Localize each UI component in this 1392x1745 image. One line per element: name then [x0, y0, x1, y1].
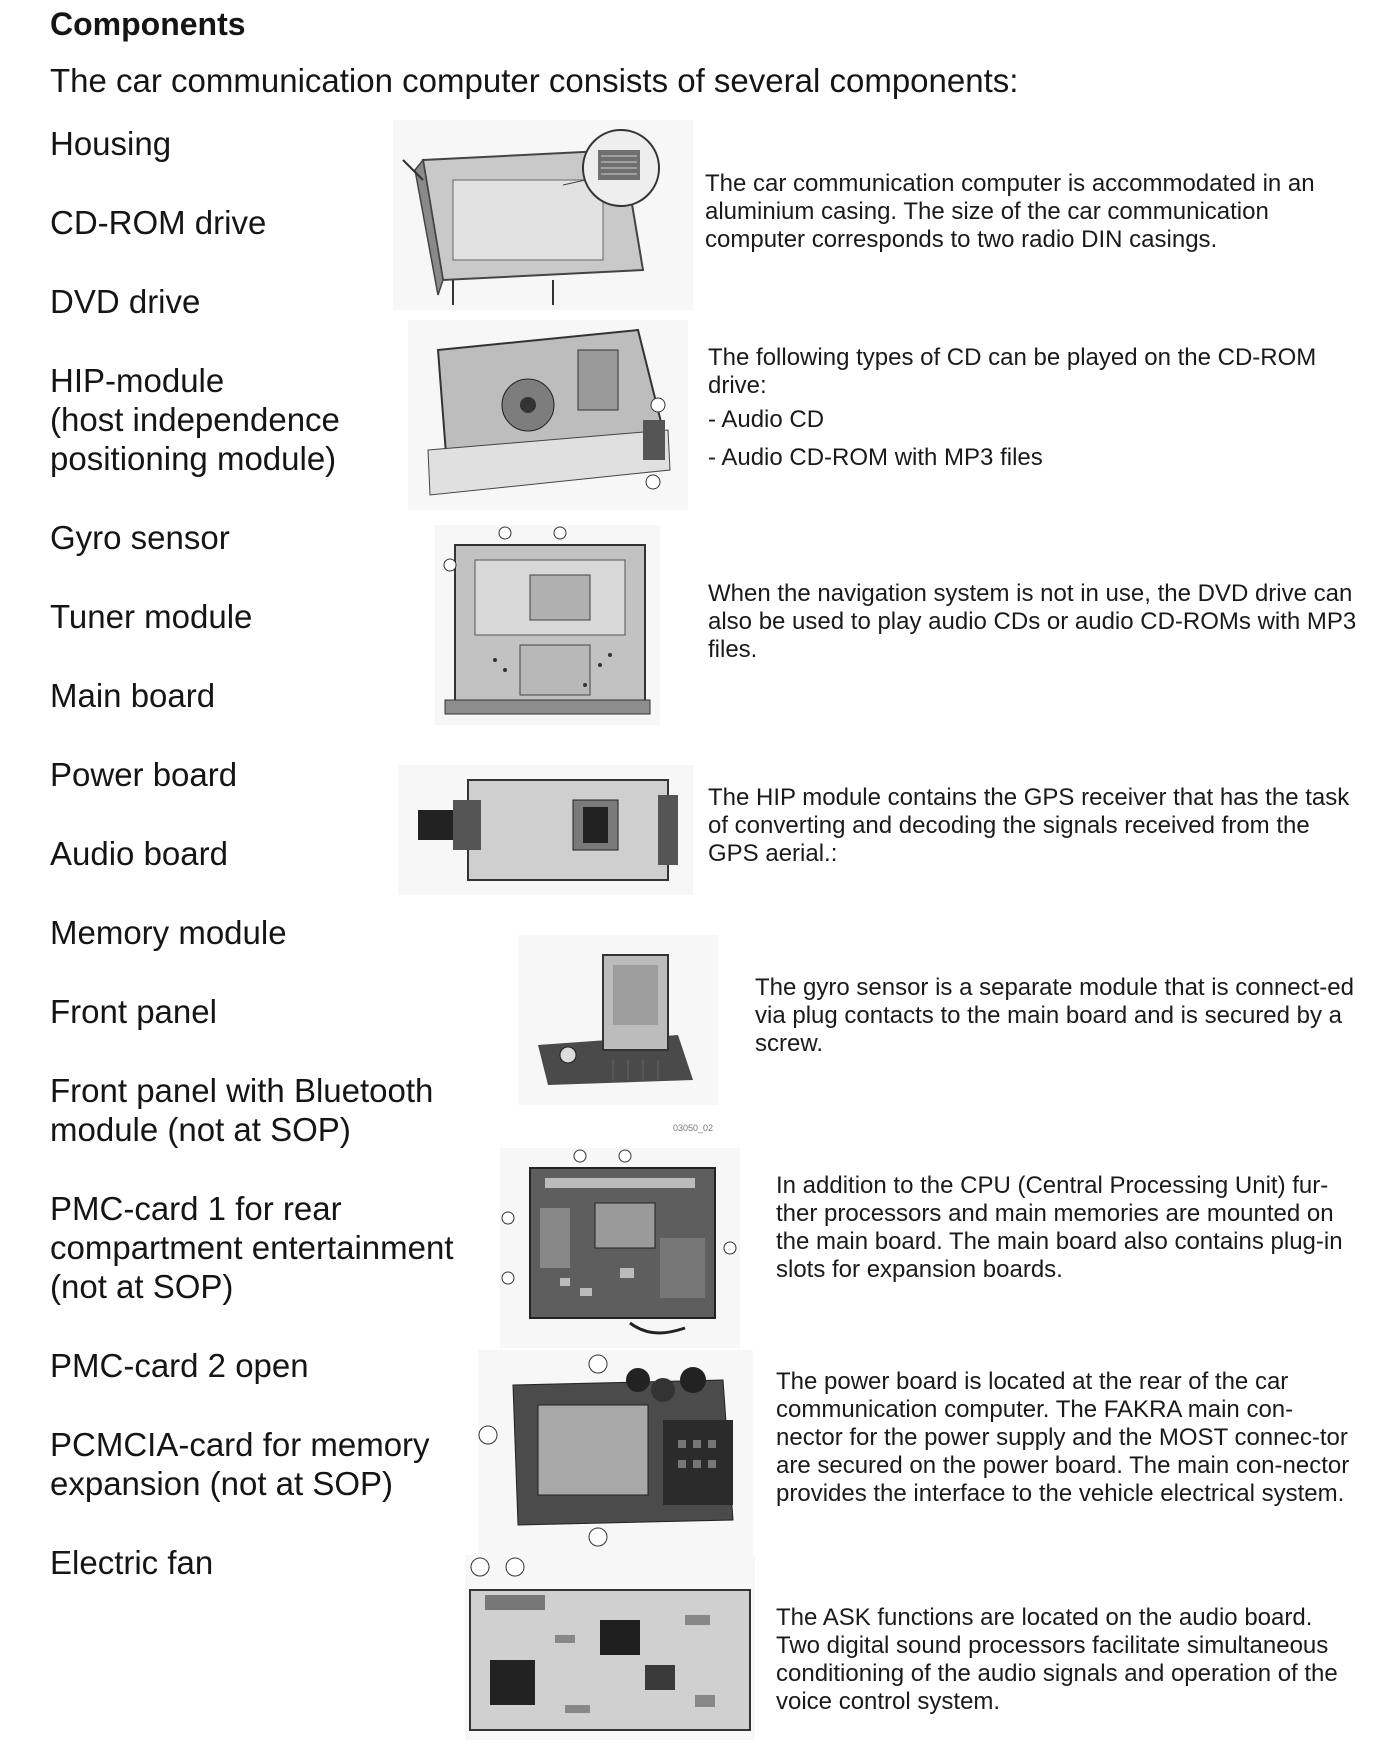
cdrom-drive-photo: [408, 320, 688, 510]
component-main-board: Main board: [50, 677, 216, 714]
component-front-panel-bluetooth: Front panel with Bluetooth module (not at SOP): [50, 1072, 434, 1148]
power-board-photo: [478, 1350, 753, 1555]
gyro-photo-code: 03050_02: [673, 1123, 714, 1133]
main-board-description: In addition to the CPU (Central Processing Unit) fur-ther processors and main memories are mounted on the main board. The main board also contains plug-in slots for expansion boards.: [776, 1172, 1343, 1283]
dvd-drive-photo: [435, 525, 660, 725]
cdrom-description: [708, 344, 1358, 472]
audio-board-photo: [465, 1555, 755, 1740]
page-heading: Components: [50, 6, 246, 42]
component-audio-board: Audio board: [50, 835, 228, 872]
housing-description: The car communication computer is accommodated in an aluminium casing. The size of the car communication computer corresponds to two radio DIN casings.: [705, 170, 1315, 253]
audio-board-description: The ASK functions are located on the audio board. Two digital sound processors facilitate simultaneous conditioning of the audio signals and operation of the voice control system.: [776, 1604, 1338, 1715]
main-board-photo: [500, 1148, 740, 1348]
component-housing: Housing: [50, 125, 172, 162]
component-power-board: Power board: [50, 756, 238, 793]
cdrom-type-audio-cd: - Audio CD: [708, 406, 825, 433]
component-tuner-module: Tuner module: [50, 598, 253, 635]
component-electric-fan: Electric fan: [50, 1544, 214, 1581]
component-hip-module: HIP-module (host independence positioning module): [50, 362, 340, 477]
cdrom-description-intro: The following types of CD can be played on the CD-ROM drive:: [708, 344, 1317, 399]
component-pmc-card-2: PMC-card 2 open: [50, 1347, 309, 1384]
gyro-sensor-photo: [518, 935, 718, 1133]
hip-description: The HIP module contains the GPS receiver that has the task of converting and decoding the signals received from the GPS aerial.:: [708, 784, 1350, 867]
component-memory-module: Memory module: [50, 914, 287, 951]
component-pmc-card-1: PMC-card 1 for rear compartment entertainment (not at SOP): [50, 1190, 454, 1305]
hip-module-photo: [398, 765, 693, 895]
power-board-description: The power board is located at the rear of the car communication computer. The FAKRA main con-nector for the power supply and the MOST connec-tor are secured on the power board. The main con-nector provides the interface to the vehicle electrical system.: [776, 1368, 1350, 1507]
component-front-panel: Front panel: [50, 993, 217, 1030]
cdrom-type-mp3: - Audio CD-ROM with MP3 files: [708, 444, 1043, 471]
dvd-description: When the navigation system is not in use, the DVD drive can also be used to play audio CDs or audio CD-ROMs with MP3 files.: [708, 580, 1357, 663]
gyro-description: The gyro sensor is a separate module that is connect-ed via plug contacts to the main board and is secured by a screw.: [755, 974, 1354, 1057]
component-cdrom-drive: CD-ROM drive: [50, 204, 267, 241]
component-pcmcia-card: PCMCIA-card for memory expansion (not at SOP): [50, 1426, 430, 1502]
component-dvd-drive: DVD drive: [50, 283, 201, 320]
component-gyro-sensor: Gyro sensor: [50, 519, 230, 556]
intro-text: The car communication computer consists of several components:: [50, 62, 1019, 99]
housing-photo: [393, 120, 693, 310]
